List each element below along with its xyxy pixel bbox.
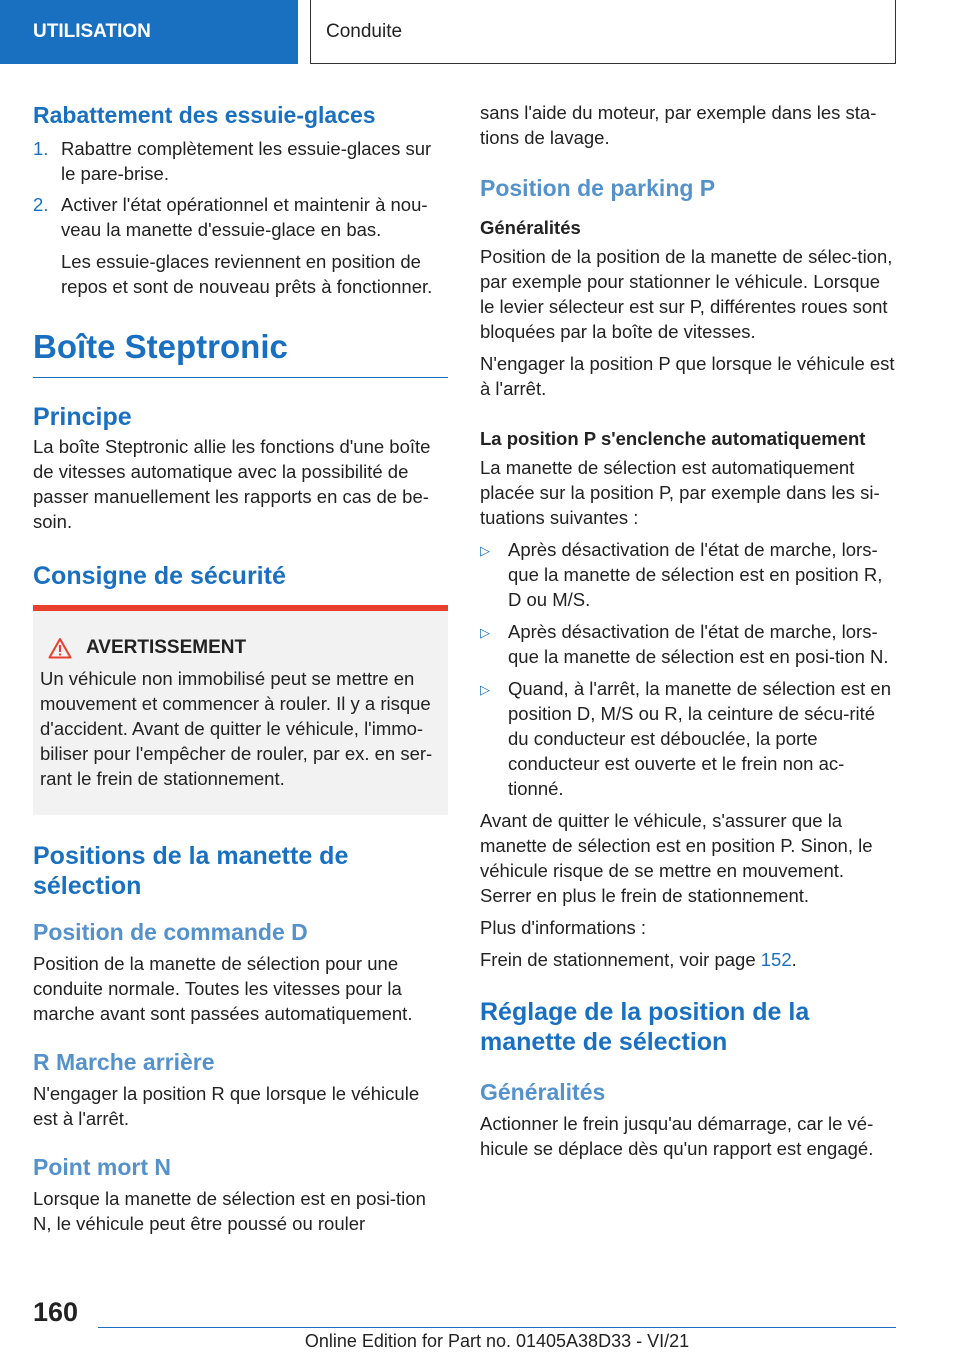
right-column <box>480 100 896 1168</box>
list-item <box>33 136 448 186</box>
page-link[interactable]: 152 <box>760 949 792 970</box>
left-column <box>33 100 448 1243</box>
auto-p-heading: La position P s'enclenche automatiquement <box>480 428 866 449</box>
bullet-triangle-icon: ▷ <box>480 543 490 558</box>
generalites-text-2: N'engager la position P que lorsque le véhicule est à l'arrêt. <box>480 353 895 399</box>
warning-triangle-icon <box>48 637 72 659</box>
chapter-title: Conduite <box>326 20 403 42</box>
n-text-continued: sans l'aide du moteur, par exemple dans les sta-tions de lavage. <box>480 102 877 148</box>
list-item: ▷ Après désactivation de l'état de marche, lors-que la manette de sélection est en position R, D ou M/S. <box>480 539 883 610</box>
p-heading: Position de parking P <box>480 175 716 201</box>
chapter-tab <box>310 0 896 64</box>
step-number: 1. <box>33 138 49 159</box>
list-item <box>33 192 448 299</box>
section-title: UTILISATION <box>33 21 151 42</box>
step-number: 2. <box>33 194 49 215</box>
list-item: ▷ Après désactivation de l'état de marche, lors-que la manette de sélection est en posi-tion N. <box>480 621 889 667</box>
auto-p-bullets <box>480 537 896 801</box>
edition-text: Online Edition for Part no. 01405A38D33 - VI/21 <box>304 1331 690 1351</box>
wipers-steps <box>33 136 448 299</box>
d-text: Position de la manette de sélection pour une conduite normale. Toutes les vitesses pour la marche avant sont passées automatiquement. <box>33 953 413 1024</box>
warning-box <box>33 605 448 815</box>
reference-line: Frein de stationnement, voir page 152. <box>480 949 797 970</box>
list-item: ▷ Quand, à l'arrêt, la manette de sélection est en position D, M/S ou R, la ceinture de sécu-rité du conducteur est débouclée, la porte conducteur est ouverte et le frein non ac-tionné. <box>480 678 892 799</box>
step-text: Rabattre complètement les essuie-glaces sur le pare-brise. <box>61 138 432 184</box>
footer-rule <box>98 1327 896 1328</box>
bullet-triangle-icon: ▷ <box>480 682 490 697</box>
n-heading: Point mort N <box>33 1154 171 1180</box>
safety-heading: Consigne de sécurité <box>33 562 286 590</box>
bullet-triangle-icon: ▷ <box>480 625 490 640</box>
generalites-2-text: Actionner le frein jusqu'au démarrage, car le vé-hicule se déplace dès qu'un rapport est engagé. <box>480 1113 874 1159</box>
adjust-heading: Réglage de la position de la manette de sélection <box>480 998 810 1056</box>
n-text: Lorsque la manette de sélection est en posi-tion N, le véhicule peut être poussé ou rouler <box>33 1188 426 1234</box>
auto-p-text: La manette de sélection est automatiquement placée sur la position P, par exemple dans les si-tuations suivantes : <box>480 457 880 528</box>
warning-text: Un véhicule non immobilisé peut se mettre en mouvement et commencer à rouler. Il y a risque d'accident. Avant de quitter le véhicule, l'immo-biliser pour l'empêcher de rouler, par ex. en ser-rant le frein de stationnement. <box>40 668 433 789</box>
generalites-2-heading: Généralités <box>480 1079 606 1105</box>
steptronic-heading: Boîte Steptronic <box>33 327 448 378</box>
step-text: Activer l'état opérationnel et maintenir à nou-veau la manette d'essuie-glace en bas. <box>61 194 428 240</box>
more-info-label: Plus d'informations : <box>480 917 646 938</box>
principe-heading: Principe <box>33 403 132 431</box>
positions-heading: Positions de la manette de sélection <box>33 842 349 900</box>
d-heading: Position de commande D <box>33 919 308 945</box>
r-heading: R Marche arrière <box>33 1049 215 1075</box>
page-number: 160 <box>33 1297 79 1327</box>
section-tab <box>0 0 298 64</box>
generalites-text-1: Position de la position de la manette de sélec-tion, par exemple pour stationner le véhicule. Lorsque le levier sélecteur est sur P, différentes roues sont bloquées par la boîte de vitesses. <box>480 246 893 342</box>
step-note: Les essuie-glaces reviennent en position de repos et sont de nouveau prêts à fonctionner. <box>61 251 433 297</box>
warning-title: AVERTISSEMENT <box>86 637 247 658</box>
leave-vehicle-text: Avant de quitter le véhicule, s'assurer que la manette de sélection est en position P. Sinon, le véhicule risque de se mettre en mouvement. Serrer en plus le frein de stationnement. <box>480 810 873 906</box>
r-text: N'engager la position R que lorsque le véhicule est à l'arrêt. <box>33 1083 420 1129</box>
wipers-heading: Rabattement des essuie-glaces <box>33 102 376 128</box>
generalites-heading: Généralités <box>480 217 581 238</box>
principe-text: La boîte Steptronic allie les fonctions d'une boîte de vitesses automatique avec la possibilité de passer manuellement les rapports en cas de be-soin. <box>33 436 431 532</box>
